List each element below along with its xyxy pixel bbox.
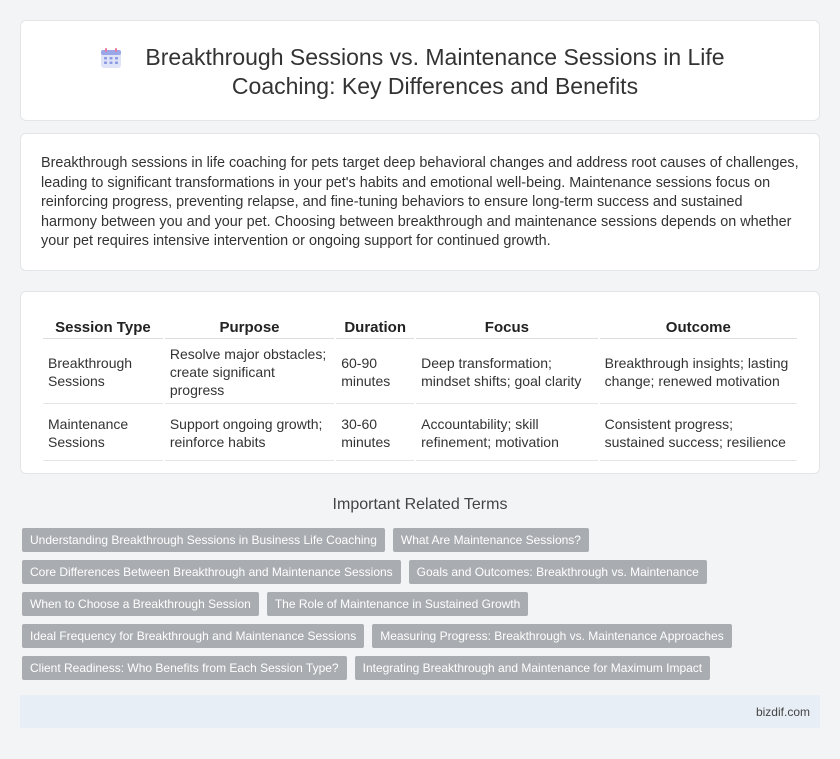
table-row xyxy=(43,341,797,404)
cell-duration: 60-90 minutes xyxy=(336,341,414,404)
cell-purpose: Support ongoing growth; reinforce habits xyxy=(165,406,334,461)
cell-session-type: Maintenance Sessions xyxy=(43,406,163,461)
related-term-tag[interactable]: Ideal Frequency for Breakthrough and Maintenance Sessions xyxy=(22,624,364,648)
related-term-tag[interactable]: Goals and Outcomes: Breakthrough vs. Maintenance xyxy=(409,560,707,584)
related-term-tag[interactable]: Understanding Breakthrough Sessions in Business Life Coaching xyxy=(22,528,385,552)
header-duration: Duration xyxy=(336,312,414,339)
related-terms-title: Important Related Terms xyxy=(332,496,508,513)
related-term-tag[interactable]: The Role of Maintenance in Sustained Growth xyxy=(267,592,528,616)
header-focus: Focus xyxy=(416,312,597,339)
cell-duration: 30-60 minutes xyxy=(336,406,414,461)
related-term-tag[interactable]: Core Differences Between Breakthrough and Maintenance Sessions xyxy=(22,560,401,584)
related-term-tag[interactable]: Measuring Progress: Breakthrough vs. Maintenance Approaches xyxy=(372,624,732,648)
header-outcome: Outcome xyxy=(600,312,797,339)
comparison-table-card xyxy=(20,291,820,474)
site-link[interactable]: bizdif.com xyxy=(755,705,810,719)
related-terms-list xyxy=(22,528,822,688)
related-term-tag[interactable]: Integrating Breakthrough and Maintenance for Maximum Impact xyxy=(355,656,711,680)
related-term-tag[interactable]: When to Choose a Breakthrough Session xyxy=(22,592,259,616)
header-session-type: Session Type xyxy=(43,312,163,339)
header-purpose: Purpose xyxy=(165,312,334,339)
cell-outcome: Consistent progress; sustained success; resilience xyxy=(600,406,797,461)
related-term-tag[interactable]: Client Readiness: Who Benefits from Each Session Type? xyxy=(22,656,347,680)
table-header-row xyxy=(43,312,797,339)
intro-card xyxy=(20,133,820,271)
cell-focus: Deep transformation; mindset shifts; goal clarity xyxy=(416,341,597,404)
related-term-tag[interactable]: What Are Maintenance Sessions? xyxy=(393,528,589,552)
table-row xyxy=(43,406,797,461)
cell-outcome: Breakthrough insights; lasting change; renewed motivation xyxy=(600,341,797,404)
comparison-table xyxy=(41,310,799,463)
cell-focus: Accountability; skill refinement; motivation xyxy=(416,406,597,461)
cell-purpose: Resolve major obstacles; create significant progress xyxy=(165,341,334,404)
header-card xyxy=(20,20,820,121)
intro-paragraph: Breakthrough sessions in life coaching for pets target deep behavioral changes and address root causes of challenges, leading to significant transformations in your pet's habits and emotional well-being. Maintenance sessions focus on reinforcing progress, preventing relapse, and fine-tuning behaviors to ensure long-term success and sustained harmony between you and your pet. Choosing between breakthrough and maintenance sessions depends on whether your pet requires intensive intervention or ongoing support for continued growth. xyxy=(41,155,799,249)
footer xyxy=(20,695,820,728)
page-title: Breakthrough Sessions vs. Maintenance Sessions in Life Coaching: Key Differences and Benefits xyxy=(145,44,725,99)
cell-session-type: Breakthrough Sessions xyxy=(43,341,163,404)
